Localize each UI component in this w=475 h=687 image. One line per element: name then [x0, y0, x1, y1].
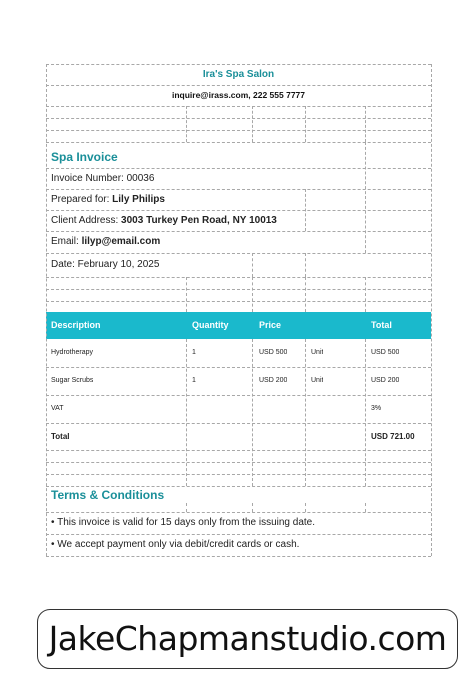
prepared-for-value: Lily Philips — [112, 194, 165, 205]
invoice-sheet — [46, 64, 431, 556]
client-email-label: Email: — [51, 236, 82, 247]
row-total: USD 500 — [371, 349, 400, 356]
salon-contact: inquire@irass.com, 222 555 7777 — [171, 90, 306, 100]
total-label: Total — [51, 432, 70, 441]
row-quantity: 1 — [192, 377, 196, 384]
row-quantity: 1 — [192, 349, 196, 356]
vat-label: VAT — [51, 405, 64, 412]
col-header-description: Description — [51, 320, 101, 330]
client-email-value: lilyp@email.com — [81, 236, 161, 247]
terms-item: • This invoice is valid for 15 days only from the issuing date. — [51, 517, 315, 528]
invoice-heading: Spa Invoice — [51, 150, 118, 164]
prepared-for — [51, 189, 165, 210]
row-price: USD 200 — [259, 377, 288, 384]
row-price: USD 500 — [259, 349, 288, 356]
row-total: USD 200 — [371, 377, 400, 384]
col-header-total: Total — [371, 320, 392, 330]
total-value: USD 721.00 — [371, 432, 415, 441]
row-description: Hydrotherapy — [51, 349, 94, 356]
client-address — [51, 210, 277, 231]
invoice-number: Invoice Number: 00036 — [51, 173, 155, 184]
watermark-banner — [37, 609, 458, 669]
vat-value: 3% — [371, 405, 382, 412]
row-unit: Unit — [311, 349, 324, 356]
prepared-for-label: Prepared for: — [51, 194, 113, 205]
client-email — [51, 231, 160, 253]
terms-heading: Terms & Conditions — [51, 488, 165, 502]
salon-name: Ira's Spa Salon — [202, 69, 275, 80]
invoice-date: Date: February 10, 2025 — [51, 259, 160, 270]
col-header-price: Price — [259, 320, 282, 330]
col-header-quantity: Quantity — [192, 320, 229, 330]
client-address-value: 3003 Turkey Pen Road, NY 10013 — [121, 215, 277, 226]
watermark-text: JakeChapmanstudio.com — [48, 619, 447, 658]
row-description: Sugar Scrubs — [51, 377, 94, 384]
terms-item: • We accept payment only via debit/credit cards or cash. — [51, 539, 300, 550]
row-unit: Unit — [311, 377, 324, 384]
client-address-label: Client Address: — [51, 215, 122, 226]
